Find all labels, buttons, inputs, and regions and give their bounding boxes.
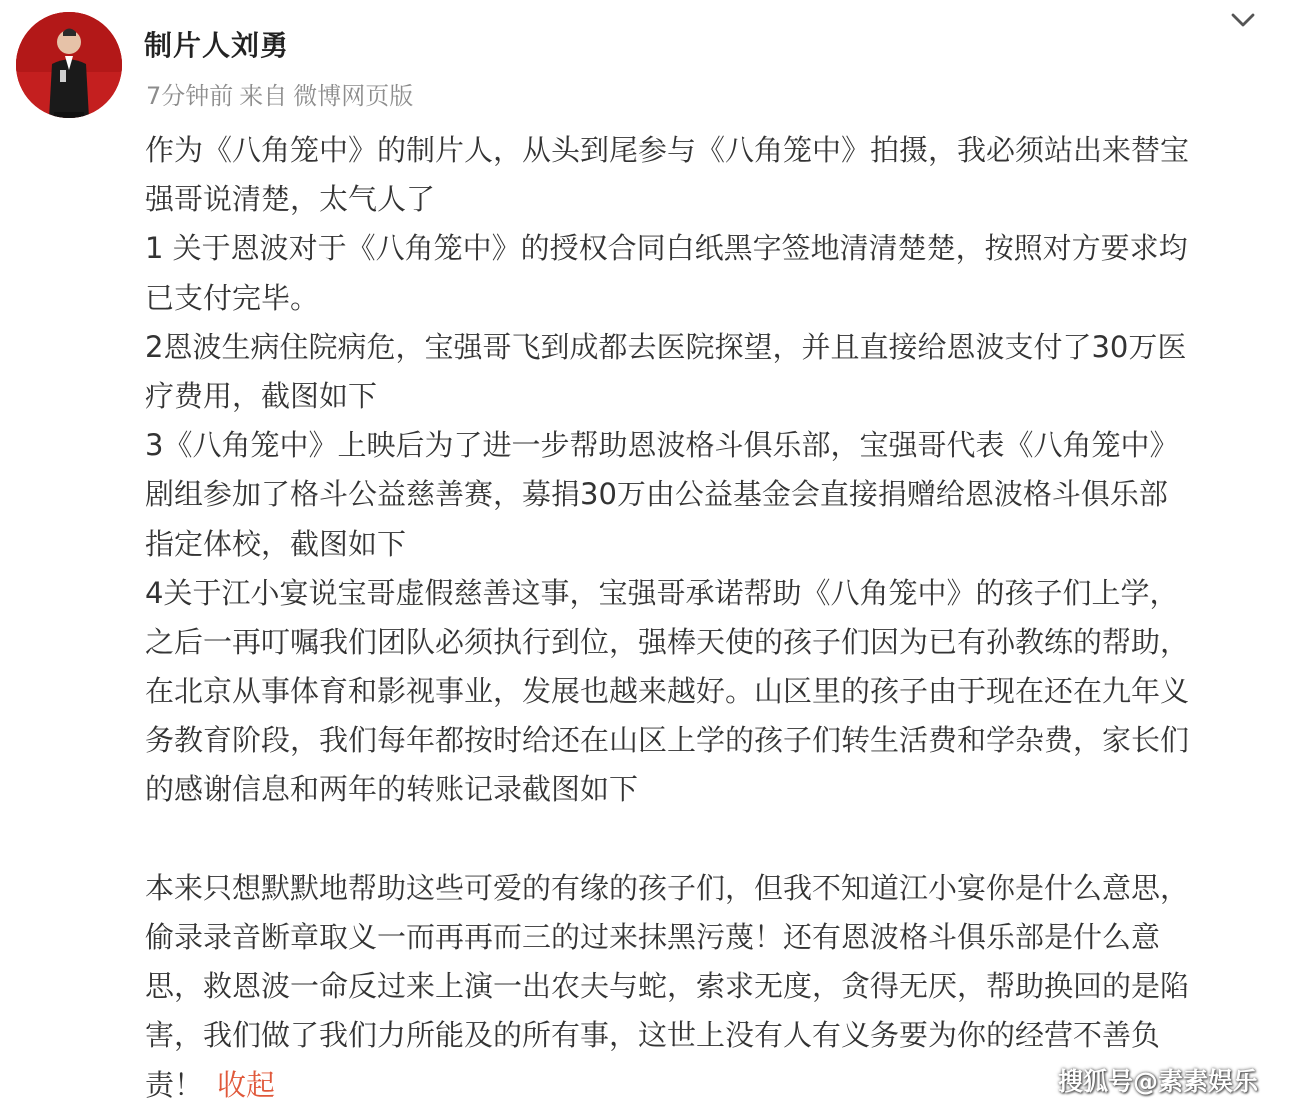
post-source-prefix: 来自	[239, 82, 288, 110]
text-line: 在北京从事体育和影视事业，发展也越来越好。山区里的孩子由于现在还在九年义	[145, 674, 1190, 709]
text-line: 作为《八角笼中》的制片人，从头到尾参与《八角笼中》拍摄，我必须站出来替宝	[145, 133, 1190, 167]
text-line: 的感谢信息和两年的转账记录截图如下	[145, 772, 639, 807]
text-line: 1 关于恩波对于《八角笼中》的授权合同白纸黑字签地清清楚楚，按照对方要求均	[145, 231, 1188, 266]
text-line: 之后一再叮嘱我们团队必须执行到位，强棒天使的孩子们因为已有孙教练的帮助，	[145, 624, 1190, 659]
text-line: 已支付完毕。	[145, 280, 320, 315]
post-meta	[146, 76, 419, 111]
text-line: 2恩波生病住院病危，宝强哥飞到成都去医院探望，并且直接给恩波支付了30万医	[145, 329, 1187, 364]
post-time[interactable]: 7分钟前	[146, 82, 234, 110]
avatar-image	[16, 12, 122, 118]
text-line-end: 责！	[145, 1067, 204, 1102]
avatar[interactable]	[16, 12, 122, 118]
text-line: 本来只想默默地帮助这些可爱的有缘的孩子们，但我不知道江小宴你是什么意思，	[145, 870, 1190, 905]
paragraph-1	[145, 126, 1263, 815]
text-line: 害，我们做了我们力所能及的所有事，这世上没有人有义务要为你的经营不善负	[145, 1018, 1161, 1053]
text-line: 强哥说清楚，太气人了	[145, 182, 436, 217]
text-line: 疗费用，截图如下	[145, 378, 378, 413]
text-line: 务教育阶段，我们每年都按时给还在山区上学的孩子们转生活费和学杂费，家长们	[145, 723, 1190, 758]
post-source[interactable]: 微博网页版	[293, 82, 414, 110]
text-line: 偷录录音断章取义一而再再而三的过来抹黑污蔑！还有恩波格斗俱乐部是什么意	[145, 920, 1161, 954]
text-line: 4关于江小宴说宝哥虚假慈善这事，宝强哥承诺帮助《八角笼中》的孩子们上学，	[145, 575, 1179, 610]
post-header	[0, 0, 1292, 125]
paragraph-gap	[145, 815, 1263, 864]
collapse-link[interactable]: 收起	[217, 1067, 276, 1102]
text-line: 剧组参加了格斗公益慈善赛，募捐30万由公益基金会直接捐赠给恩波格斗俱乐部	[145, 477, 1168, 512]
text-line: 3《八角笼中》上映后为了进一步帮助恩波格斗俱乐部，宝强哥代表《八角笼中》	[145, 428, 1179, 463]
post-body	[145, 126, 1263, 1110]
author-name[interactable]: 制片人刘勇	[144, 29, 290, 62]
watermark: 搜狐号@素素娱乐	[1058, 1067, 1259, 1096]
text-line: 指定体校，截图如下	[145, 526, 407, 561]
text-line: 思，救恩波一命反过来上演一出农夫与蛇，索求无度，贪得无厌，帮助换回的是陷	[145, 969, 1190, 1004]
chevron-down-icon[interactable]	[1226, 4, 1260, 34]
